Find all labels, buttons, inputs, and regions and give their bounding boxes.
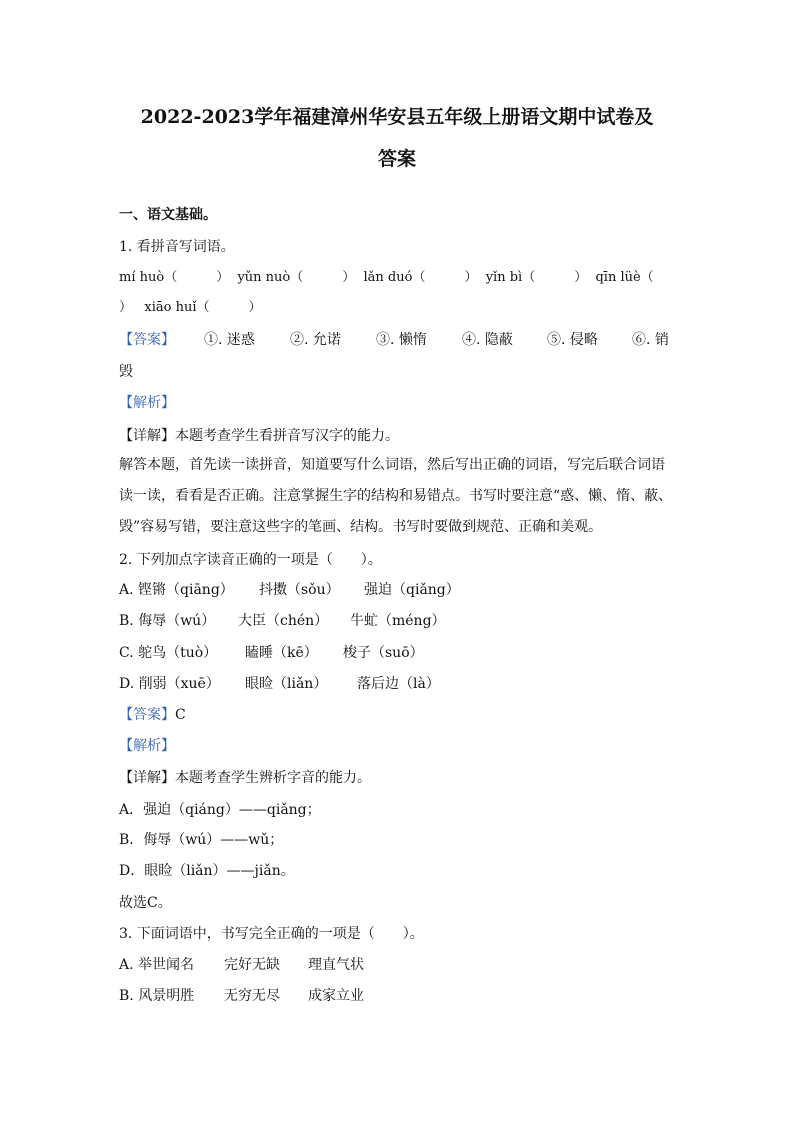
q2-line-3: D．眼睑（liǎn）——jiǎn。 [119, 863, 295, 879]
q3-option-b-3: 成家立业 [308, 988, 364, 1004]
q1-pinyin-line2: ） xiāo huǐ（ ） [119, 300, 262, 315]
q1-explain-2: 读一读，看看是否正确。注意掌握生字的结构和易错点。书写时要注意“惑、懒、惰、蔽、 [119, 488, 673, 504]
q1-detail [119, 426, 399, 446]
q3-option-a-3: 理直气状 [308, 957, 364, 973]
q2-answer-value: C [175, 707, 186, 723]
q2-option-d-3: 落后边（là） [357, 676, 440, 692]
q2-line-1: A．强迫（qiáng）——qiǎng； [119, 802, 321, 818]
q2-line-2: B．侮辱（wú）——wǔ； [119, 832, 284, 848]
q3-option-a-1: A. 举世闻名 [119, 957, 195, 973]
q2-option-a-3: 强迫（qiǎng） [364, 582, 460, 598]
q2-stem: 2. 下列加点字读音正确的一项是（ ）。 [119, 552, 382, 568]
page-title-line1: 2022-2023学年福建漳州华安县五年级上册语文期中试卷及 [140, 106, 654, 128]
q2-option-b-2: 大臣（chén） [238, 613, 329, 629]
q2-answer [119, 705, 186, 725]
q2-detail-tag: 【详解】 [119, 770, 175, 786]
q1-analysis-tag: 【解析】 [119, 395, 175, 411]
q1-answer-1: ①. 迷惑 [204, 332, 255, 348]
q2-answer-tag: 【答案】 [119, 707, 175, 723]
q2-detail [119, 768, 371, 788]
q2-option-b-1: B. 侮辱（wú） [119, 613, 216, 629]
q2-line-4: 故选C。 [119, 895, 172, 911]
q1-pinyin-line1: mí huò（ ） yǔn nuò（ ） lǎn duó（ ） yǐn bì（ ） qīn lüè（ [119, 270, 654, 285]
q1-explain-1: 解答本题，首先读一读拼音，知道要写什么词语，然后写出正确的词语，写完后联合词语 [119, 457, 665, 473]
q1-answer-3: ③. 懒惰 [376, 332, 427, 348]
section-heading: 一、语文基础。 [119, 207, 217, 223]
q2-option-d-1: D. 削弱（xuē） [119, 676, 220, 692]
q1-stem: 1. 看拼音写词语。 [119, 239, 235, 255]
q1-explain-3: 毁”容易写错，要注意这些字的笔画、结构。书写时要做到规范、正确和美观。 [119, 519, 603, 535]
q3-option-a-2: 完好无缺 [224, 957, 280, 973]
q2-option-a-2: 抖擞（sǒu） [259, 582, 340, 598]
q1-answer-5: ⑤. 侵略 [547, 332, 598, 348]
q1-answer-tag: 【答案】 [119, 332, 175, 348]
q1-answer-2: ②. 允诺 [290, 332, 341, 348]
q2-option-b-3: 牛虻（méng） [350, 613, 446, 629]
q3-stem: 3. 下面词语中，书写完全正确的一项是（ ）。 [119, 926, 424, 942]
q3-option-b-1: B. 风景明胜 [119, 988, 195, 1004]
q2-option-c-1: C. 鸵鸟（tuò） [119, 645, 218, 661]
page-title-line2: 答案 [377, 148, 416, 170]
q1-answer-6: ⑥. 销 [632, 332, 669, 348]
q1-detail-tag: 【详解】 [119, 428, 175, 444]
q2-analysis-tag: 【解析】 [119, 738, 175, 754]
q2-detail-text: 本题考查学生辨析字音的能力。 [175, 770, 371, 786]
q2-option-c-2: 瞌睡（kē） [245, 645, 318, 661]
q1-answer-4: ④. 隐蔽 [462, 332, 513, 348]
q3-option-b-2: 无穷无尽 [224, 988, 280, 1004]
q2-option-d-2: 眼睑（liǎn） [245, 676, 328, 692]
q2-option-c-3: 梭子（suō） [343, 645, 424, 661]
q2-option-a-1: A. 铿锵（qiāng） [119, 582, 234, 598]
q1-detail-text: 本题考查学生看拼音写汉字的能力。 [175, 428, 399, 444]
q1-answer-continued: 毁 [119, 364, 133, 380]
